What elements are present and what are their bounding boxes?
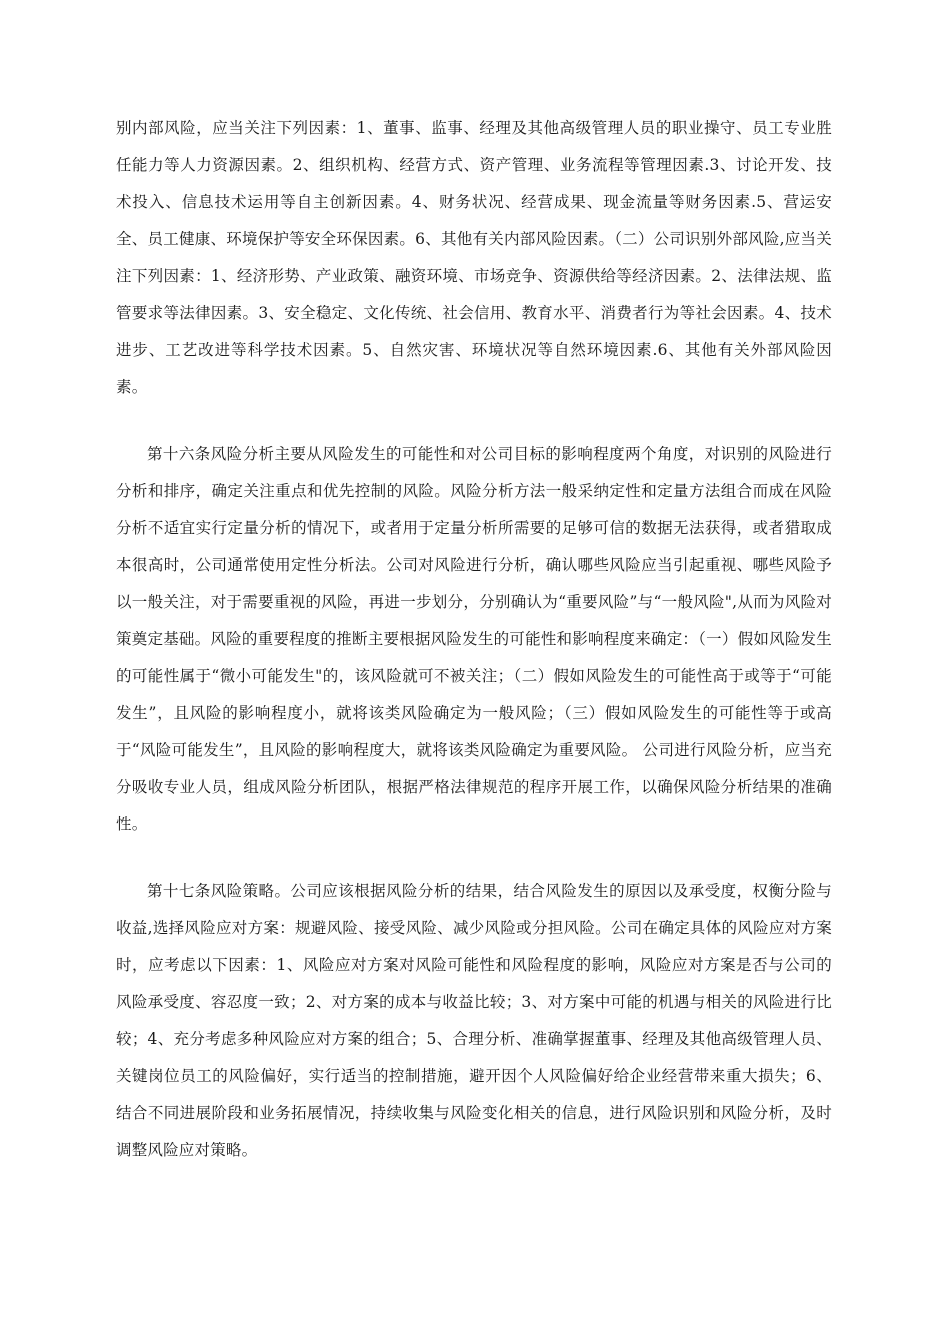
paragraph-article-17-risk-strategy: 第十七条风险策略。公司应该根据风险分析的结果，结合风险发生的原因以及承受度，权衡分险与收益,选择风险应对方案：规避风险、接受风险、减少风险或分担风险。公司在确定具体的风险应对方案时，应考虑以下因素：1、风险应对方案对风险可能性和风险程度的影响，风险应对方案是否与公司的风险承受度、容忍度一致；2、对方案的成本与收益比较；3、对方案中可能的机遇与相关的风险进行比较；4、充分考虑多种风险应对方案的组合；5、合理分析、准确掌握董事、经理及其他高级管理人员、关键岗位员工的风险偏好，实行适当的控制措施，避开因个人风险偏好给企业经营带来重大损失；6、结合不同进展阶段和业务拓展情况，持续收集与风险变化相关的信息，进行风险识别和风险分析，及时调整风险应对策略。 [116,882,832,1159]
paragraph-article-16-risk-analysis: 第十六条风险分析主要从风险发生的可能性和对公司目标的影响程度两个角度，对识别的风险进行分析和排序，确定关注重点和优先控制的风险。风险分析方法一般采纳定性和定量方法组合而成在风险分析不适宜实行定量分析的情况下，或者用于定量分析所需要的足够可信的数据无法获得，或者猎取成本很高时，公司通常使用定性分析法。公司对风险进行分析，确认哪些风险应当引起重视、哪些风险予以一般关注，对于需要重视的风险，再进一步划分，分别确认为“重要风险”与“一般风险",从而为风险对策奠定基础。风险的重要程度的推断主要根据风险发生的可能性和影响程度来确定：（一）假如风险发生的可能性属于“微小可能发生"的，该风险就可不被关注；（二）假如风险发生的可能性高于或等于“可能发生”，且风险的影响程度小，就将该类风险确定为一般风险；（三）假如风险发生的可能性等于或高于“风险可能发生”，且风险的影响程度大，就将该类风险确定为重要风险。 公司进行风险分析，应当充分吸收专业人员，组成风险分析团队，根据严格法律规范的程序开展工作，以确保风险分析结果的准确性。 [116,445,832,833]
paragraph-internal-external-risk-factors: 别内部风险，应当关注下列因素：1、董事、监事、经理及其他高级管理人员的职业操守、员工专业胜任能力等人力资源因素。2、组织机构、经营方式、资产管理、业务流程等管理因素.3、讨论开发、技术投入、信息技术运用等自主创新因素。4、财务状况、经营成果、现金流量等财务因素.5、营运安全、员工健康、环境保护等安全环保因素。6、其他有关内部风险因素。（二）公司识别外部风险,应当关注下列因素：1、经济形势、产业政策、融资环境、市场竞争、资源供给等经济因素。2、法律法规、监管要求等法律因素。3、安全稳定、文化传统、社会信用、教育水平、消费者行为等社会因素。4、技术进步、工艺改进等科学技术因素。5、自然灾害、环境状况等自然环境因素.6、其他有关外部风险因素。 [116,119,832,396]
document-page [116,110,832,1199]
